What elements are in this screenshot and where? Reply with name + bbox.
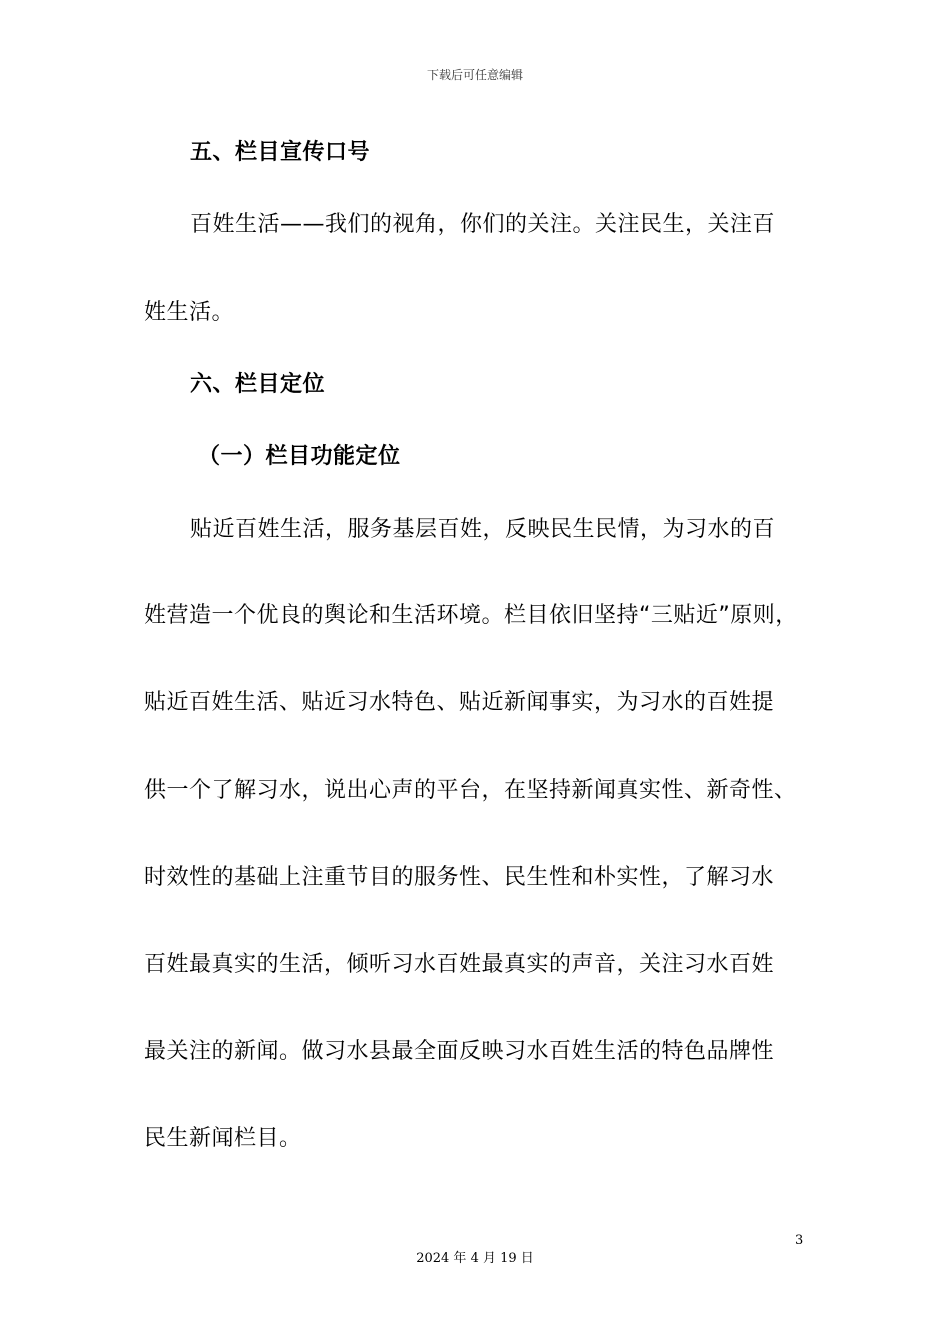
section-heading-positioning: 六、栏目定位 <box>190 372 326 397</box>
body-paragraph-line: 最关注的新闻。做习水县最全面反映习水百姓生活的特色品牌性 <box>144 1039 775 1064</box>
body-paragraph-line: 百姓最真实的生活，倾听习水百姓最真实的声音，关注习水百姓 <box>144 952 775 977</box>
body-paragraph-line: 姓营造一个优良的舆论和生活环境。栏目依旧坚持“三贴近”原则， <box>144 603 798 628</box>
slogan-paragraph-line-1: 百姓生活——我们的视角，你们的关注。关注民生，关注百 <box>190 212 776 237</box>
body-paragraph-line: 贴近百姓生活、贴近习水特色、贴近新闻事实，为习水的百姓提 <box>144 690 775 715</box>
body-paragraph-line: 时效性的基础上注重节目的服务性、民生性和朴实性，了解习水 <box>144 865 775 890</box>
subsection-heading-function: （一）栏目功能定位 <box>198 444 401 469</box>
section-heading-slogan: 五、栏目宣传口号 <box>190 140 371 165</box>
footer-date: 2024 年 4 月 19 日 <box>416 1251 534 1266</box>
header-note: 下载后可任意编辑 <box>426 68 523 82</box>
body-paragraph-line: 民生新闻栏目。 <box>144 1126 302 1151</box>
body-paragraph-line: 供一个了解习水，说出心声的平台，在坚持新闻真实性、新奇性、 <box>144 778 797 803</box>
page-number: 3 <box>795 1233 804 1248</box>
body-paragraph-line: 贴近百姓生活，服务基层百姓，反映民生民情，为习水的百 <box>190 517 776 542</box>
slogan-paragraph-line-2: 姓生活。 <box>144 300 235 325</box>
